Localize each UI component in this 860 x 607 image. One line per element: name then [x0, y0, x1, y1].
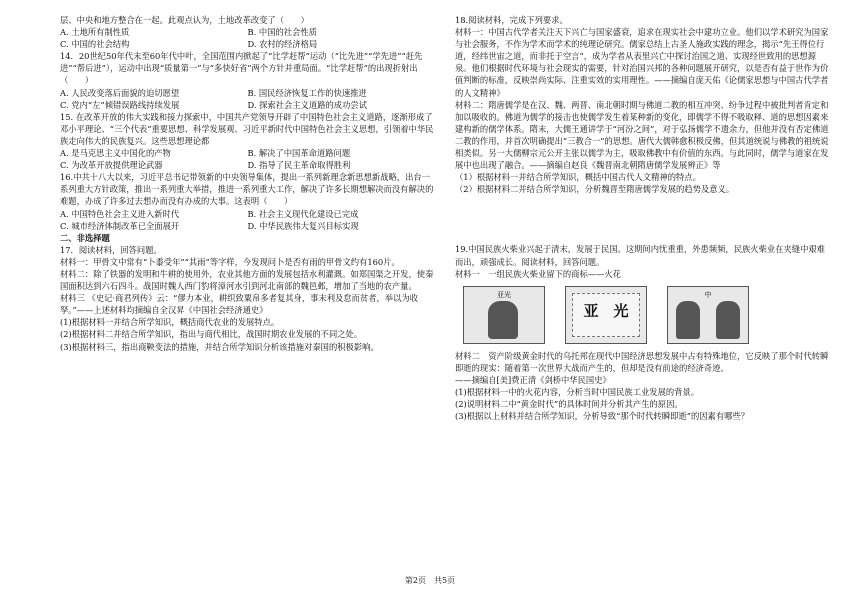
match-label-2-text: 亚 光 — [583, 301, 629, 320]
match-label-image-2 — [565, 286, 647, 344]
q19-subquestion-1: (1)根据材料一中的火花内容，分析当时中国民族工业发展的背景。 — [455, 386, 700, 397]
q18-material-2: 材料二：隋唐儒学是在汉、魏、两晋、南北朝时期与佛道二教的相互冲突、纷争过程中被批判者肯定和加以吸收的。佛道为儒学的接击也使儒学发生着某种新的变化，即儒学不得不吸取释、道的思想因素来建构新的儒学体系。隋末，大儒王通讲学于“河汾之间”，对于弘扬儒学不遗余力，但他并没有否定佛道二教的作用，并首次明确提出“三教合一”的思想。唐代大儒韩愈积极反佛，但其道统说与佛教的祖统说相类似。另一大儒柳宗元公开主张以儒学为主，吸取佛教中有价值的东西。与此同时，儒学与道家在发展中也出现了融合。——摘编自赵良《魏晋南北朝隋唐儒学发展辨正》等 — [455, 99, 829, 171]
figure-silhouette — [488, 301, 518, 339]
q16-option-b[interactable]: B. 社会主义现代化建设已完成 — [247, 208, 359, 219]
match-label-images — [463, 286, 830, 344]
q16-options — [60, 208, 435, 232]
figure-silhouette-right — [716, 301, 740, 339]
q14-option-b[interactable]: B. 国民经济恢复工作的快速推进 — [247, 87, 367, 98]
q17-subquestion-2: (2)根据材料二并结合所学知识，指出与商代相比，战国时期农业发展的不同之处。 — [60, 329, 363, 340]
q19-subquestion-3: (3)根据以上材料并结合所学知识，分析导致“那个时代转瞬即逝”的因素有哪些？ — [455, 411, 750, 422]
q19-subquestion-2: (2)说明材料二中“黄金时代”的具体时间并分析其产生的原因。 — [455, 399, 683, 410]
question-15: 15. 在改革开放的伟大实践和接力探索中，中国共产党领导开辟了中国特色社会主义道路，逐渐形成了邓小平理论、“三个代表”重要思想、科学发展观、习近平新时代中国特色社会主义思想，引领着中华民族走向伟大的民族复兴。这些思想理论都 — [60, 111, 434, 146]
right-column — [455, 14, 830, 422]
q14-option-a[interactable]: A. 人民改变落后面貌的迫切愿望 — [60, 87, 180, 98]
q19-material-1: 材料一 一组民族火柴业留下的商标——火花 — [455, 268, 621, 279]
section-heading: 二、非选择题 — [60, 232, 110, 243]
q18-subquestion-2: （2）根据材料二并结合所学知识，分析魏晋至隋唐儒学发展的趋势及意义。 — [455, 184, 735, 195]
question-14: 14．20世纪50年代末至60年代中叶，全国范围内掀起了“比学赶帮”运动（“比先进”“学先进”“赶先进”“帮后进”），运动中出现“质量第一”与“多快好省”两个方针并重局面。“比学赶帮”的出现折射出（ ） — [60, 51, 423, 86]
figure-silhouette-left — [676, 301, 700, 339]
left-column — [60, 14, 435, 353]
match-label-image-1 — [463, 286, 545, 344]
q13-option-b[interactable]: B. 中国的社会性质 — [247, 27, 317, 38]
q19-material-2: 材料二 资产阶级黄金时代的乌托邦在现代中国经济思想发展中占有特殊地位，它反映了那个时代转瞬即逝的现实：随着第一次世界大战而产生的，但却是没有前途的经济奇迹。 — [455, 350, 829, 373]
question-17-heading: 17．阅读材料，回答问题。 — [60, 244, 162, 255]
q19-material-2-source: ——摘编自[美]费正清《剑桥中华民国史》 — [455, 374, 611, 385]
q14-option-d[interactable]: D. 探索社会主义道路的成功尝试 — [247, 99, 367, 110]
q13-continuation: 层、中央和地方整合在一起。此观点认为，土地改革改变了（ ） — [60, 15, 309, 25]
q13-option-a[interactable]: A. 土地所有制性质 — [60, 27, 130, 38]
page-footer: 第2页 共5页 — [404, 576, 456, 585]
q13-option-c[interactable]: C. 中国的社会结构 — [60, 39, 130, 50]
q18-subquestion-1: （1）根据材料一并结合所学知识，概括中国古代人文精神的特点。 — [455, 172, 701, 183]
q15-option-b[interactable]: B. 解决了中国革命道路问题 — [247, 148, 351, 159]
match-label-1-caption: 亚光 — [497, 290, 511, 299]
q17-material-3: 材料三 《史记·商君列传》云：“僇力本业，耕织致粟帛多者复其身，事末利及怠而贫者，举以为收孥。”——上述材料均摘编自全汉昇《中国社会经济通史》 — [60, 293, 418, 316]
q16-option-d[interactable]: D. 中华民族伟大复兴目标实现 — [247, 220, 359, 231]
q13-options — [60, 26, 435, 50]
q15-option-a[interactable]: A. 是马克思主义中国化的产物 — [60, 148, 171, 159]
q15-options — [60, 147, 435, 171]
q15-option-d[interactable]: D. 指导了民主革命取得胜利 — [247, 160, 351, 171]
q17-subquestion-3: (3)根据材料三，指出商鞅变法的措施，并结合所学知识分析该措施对秦国的积极影响。 — [60, 341, 379, 352]
question-16: 16.中共十八大以来，习近平总书记带领新的中央领导集体，提出一系列新理念新思想新战略，出台一系列重大方针政策，推出一系列重大举措，推进一系列重大工作，解决了许多长期想解决而没有解决的难题，办成了许多过去想办而没有办成的大事。这表明（ ） — [60, 172, 434, 207]
answer-space — [455, 195, 830, 243]
q17-material-1: 材料一：甲骨文中常有“卜黍受年”“其雨”等字样，今发现问卜是否有雨的甲骨文约有160片。 — [60, 256, 400, 267]
match-label-3-caption: 中 — [704, 290, 712, 299]
question-18-heading: 18.阅读材料，完成下列要求。 — [455, 15, 568, 25]
q13-option-d[interactable]: D. 农村的经济格局 — [247, 39, 318, 50]
q17-subquestion-1: (1)根据材料一并结合所学知识，概括商代农业的发展特点。 — [60, 317, 280, 328]
match-label-image-3 — [667, 286, 749, 344]
q18-material-1: 材料一：中国古代学者关注天下兴亡与国家盛衰，追求在现实社会中建功立业。他们以学术研究为国家与社会服务，不作为学术而学术的纯理论研究。儒家总结上古圣人施政实践的理念，揭示“先王得位行道，经纬世宙之道，而非托于空言”，成为学者从表里兴亡中探讨治国之道、实现经世致用的思想源泉。他们根据时代环境与社会现实的需要，针对治国兴邦的各种问题展开研究，以是否有益于世作为价值判断的标准，反映崇尚实际、注重实效的实用理性。——摘编自庞天佑《论儒家思想与中国古代学者的人文精神》 — [455, 27, 829, 98]
question-19-heading: 19.中国民族火柴业兴起于清末，发展于民国。这期间内忧重重，外患频频，民族火柴业在夹缝中艰难而出，顽强成长。阅读材料，回答问题。 — [455, 244, 825, 267]
q14-options — [60, 87, 435, 111]
q14-option-c[interactable]: C. 党内“左”倾错误路线持续发展 — [60, 99, 180, 110]
q16-option-a[interactable]: A. 中国特色社会主义进入新时代 — [60, 208, 180, 219]
q17-material-2: 材料二：除了铁器的发明和牛耕的使用外，农业其他方面的发展包括水利灌溉。如郑国渠之开发，使秦国面积达到六石四斗。战国时魏人西门豹将漳河水引到河北南部的魏邑邺，增加了当地的农产量。 — [60, 268, 434, 292]
q16-option-c[interactable]: C. 城市经济体制改革已全面展开 — [60, 220, 180, 231]
q15-option-c[interactable]: C. 为改革开放提供理论武器 — [60, 160, 163, 171]
